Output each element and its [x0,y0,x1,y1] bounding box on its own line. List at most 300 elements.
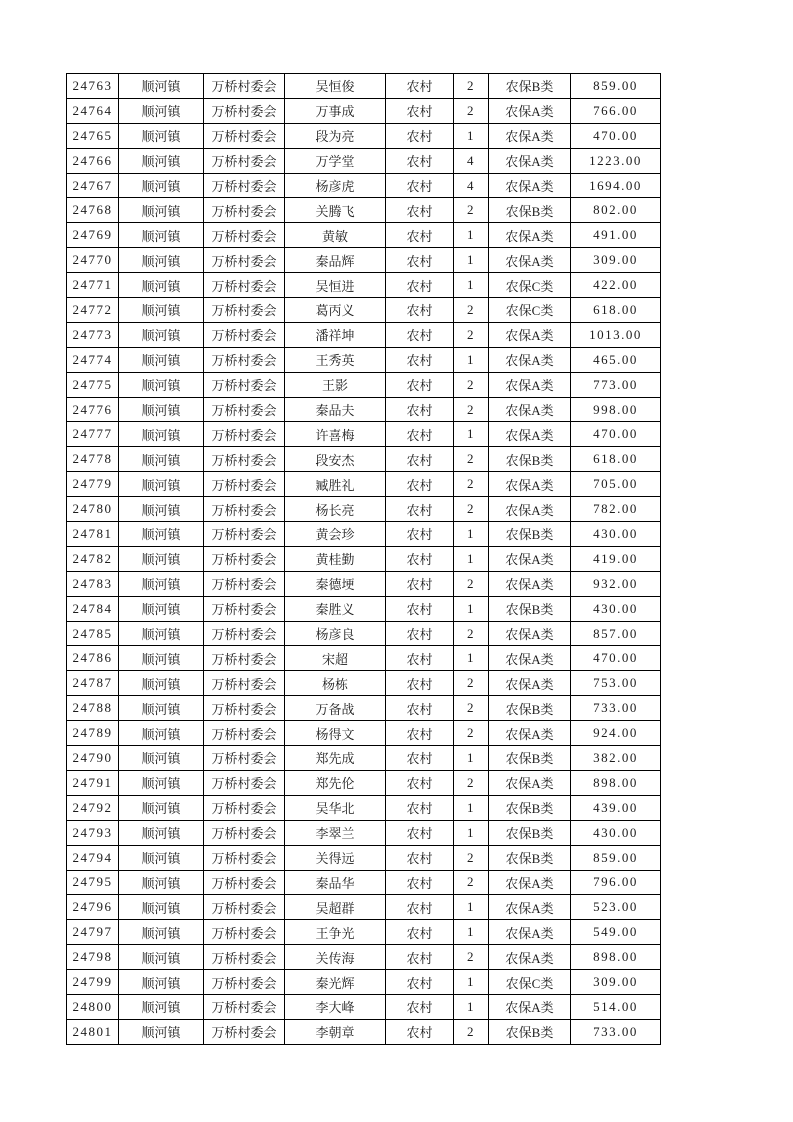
cell-insurance_category: 农保A类 [489,770,571,795]
cell-record_no: 24768 [67,198,119,223]
cell-household_count: 2 [454,1019,489,1044]
cell-person_name: 秦胜义 [285,596,386,621]
cell-household_count: 1 [454,596,489,621]
table-row [67,74,661,99]
cell-insurance_category: 农保A类 [489,98,571,123]
cell-person_name: 杨栋 [285,671,386,696]
cell-insurance_category: 农保A类 [489,621,571,646]
cell-residence_type: 农村 [386,820,454,845]
cell-amount: 430.00 [571,522,661,547]
cell-village_committee: 万桥村委会 [204,123,285,148]
table-row [67,795,661,820]
cell-household_count: 1 [454,546,489,571]
cell-person_name: 杨彦虎 [285,173,386,198]
cell-amount: 766.00 [571,98,661,123]
cell-insurance_category: 农保A类 [489,248,571,273]
cell-town: 顺河镇 [119,173,204,198]
cell-residence_type: 农村 [386,770,454,795]
cell-record_no: 24764 [67,98,119,123]
cell-town: 顺河镇 [119,721,204,746]
cell-person_name: 李翠兰 [285,820,386,845]
cell-town: 顺河镇 [119,248,204,273]
cell-record_no: 24795 [67,870,119,895]
table-row [67,198,661,223]
table-row [67,845,661,870]
cell-village_committee: 万桥村委会 [204,621,285,646]
cell-town: 顺河镇 [119,870,204,895]
cell-residence_type: 农村 [386,123,454,148]
cell-record_no: 24786 [67,646,119,671]
cell-insurance_category: 农保A类 [489,322,571,347]
cell-person_name: 黄会珍 [285,522,386,547]
cell-amount: 309.00 [571,970,661,995]
cell-record_no: 24788 [67,696,119,721]
cell-town: 顺河镇 [119,223,204,248]
cell-amount: 802.00 [571,198,661,223]
table-body [67,74,661,1045]
cell-town: 顺河镇 [119,920,204,945]
table-row [67,397,661,422]
table-row [67,571,661,596]
cell-person_name: 关传海 [285,945,386,970]
cell-village_committee: 万桥村委会 [204,497,285,522]
cell-residence_type: 农村 [386,646,454,671]
cell-insurance_category: 农保A类 [489,571,571,596]
cell-residence_type: 农村 [386,74,454,99]
cell-person_name: 秦德埂 [285,571,386,596]
cell-person_name: 段为亮 [285,123,386,148]
cell-village_committee: 万桥村委会 [204,248,285,273]
cell-insurance_category: 农保A类 [489,920,571,945]
cell-village_committee: 万桥村委会 [204,994,285,1019]
cell-town: 顺河镇 [119,148,204,173]
cell-amount: 857.00 [571,621,661,646]
cell-record_no: 24789 [67,721,119,746]
table-row [67,895,661,920]
cell-insurance_category: 农保B类 [489,522,571,547]
cell-amount: 773.00 [571,372,661,397]
cell-town: 顺河镇 [119,820,204,845]
cell-residence_type: 农村 [386,795,454,820]
cell-residence_type: 农村 [386,621,454,646]
cell-town: 顺河镇 [119,497,204,522]
cell-amount: 618.00 [571,298,661,323]
cell-household_count: 1 [454,248,489,273]
table-row [67,223,661,248]
cell-village_committee: 万桥村委会 [204,422,285,447]
cell-residence_type: 农村 [386,248,454,273]
cell-household_count: 2 [454,322,489,347]
cell-village_committee: 万桥村委会 [204,820,285,845]
cell-amount: 998.00 [571,397,661,422]
cell-record_no: 24776 [67,397,119,422]
cell-town: 顺河镇 [119,1019,204,1044]
cell-residence_type: 农村 [386,721,454,746]
cell-household_count: 2 [454,870,489,895]
cell-amount: 1013.00 [571,322,661,347]
cell-amount: 439.00 [571,795,661,820]
cell-person_name: 杨彦良 [285,621,386,646]
cell-record_no: 24798 [67,945,119,970]
table-row [67,472,661,497]
table-row [67,994,661,1019]
cell-person_name: 黄敏 [285,223,386,248]
cell-record_no: 24774 [67,347,119,372]
cell-town: 顺河镇 [119,845,204,870]
cell-person_name: 万学堂 [285,148,386,173]
cell-insurance_category: 农保B类 [489,696,571,721]
cell-village_committee: 万桥村委会 [204,795,285,820]
cell-household_count: 1 [454,820,489,845]
cell-village_committee: 万桥村委会 [204,546,285,571]
cell-household_count: 2 [454,671,489,696]
cell-residence_type: 农村 [386,746,454,771]
cell-residence_type: 农村 [386,945,454,970]
cell-amount: 382.00 [571,746,661,771]
cell-insurance_category: 农保B类 [489,845,571,870]
cell-person_name: 李大峰 [285,994,386,1019]
cell-insurance_category: 农保A类 [489,870,571,895]
cell-insurance_category: 农保A类 [489,372,571,397]
cell-person_name: 王影 [285,372,386,397]
table-row [67,372,661,397]
cell-person_name: 吴恒俊 [285,74,386,99]
cell-town: 顺河镇 [119,123,204,148]
cell-household_count: 4 [454,173,489,198]
cell-household_count: 2 [454,447,489,472]
cell-village_committee: 万桥村委会 [204,223,285,248]
cell-amount: 898.00 [571,770,661,795]
cell-residence_type: 农村 [386,223,454,248]
cell-village_committee: 万桥村委会 [204,98,285,123]
cell-village_committee: 万桥村委会 [204,671,285,696]
cell-household_count: 1 [454,422,489,447]
cell-residence_type: 农村 [386,173,454,198]
cell-village_committee: 万桥村委会 [204,571,285,596]
cell-town: 顺河镇 [119,646,204,671]
cell-amount: 419.00 [571,546,661,571]
cell-person_name: 段安杰 [285,447,386,472]
cell-village_committee: 万桥村委会 [204,895,285,920]
cell-amount: 924.00 [571,721,661,746]
cell-residence_type: 农村 [386,372,454,397]
cell-record_no: 24800 [67,994,119,1019]
cell-village_committee: 万桥村委会 [204,596,285,621]
cell-village_committee: 万桥村委会 [204,746,285,771]
table-row [67,148,661,173]
cell-household_count: 2 [454,571,489,596]
table-row [67,98,661,123]
cell-amount: 859.00 [571,74,661,99]
cell-residence_type: 农村 [386,845,454,870]
cell-residence_type: 农村 [386,1019,454,1044]
cell-record_no: 24794 [67,845,119,870]
cell-insurance_category: 农保B类 [489,795,571,820]
cell-person_name: 黄桂勤 [285,546,386,571]
cell-amount: 514.00 [571,994,661,1019]
cell-residence_type: 农村 [386,298,454,323]
table-row [67,671,661,696]
cell-record_no: 24773 [67,322,119,347]
cell-residence_type: 农村 [386,970,454,995]
cell-amount: 733.00 [571,696,661,721]
cell-village_committee: 万桥村委会 [204,870,285,895]
cell-record_no: 24793 [67,820,119,845]
cell-village_committee: 万桥村委会 [204,322,285,347]
table-row [67,447,661,472]
cell-amount: 1223.00 [571,148,661,173]
cell-household_count: 2 [454,397,489,422]
cell-person_name: 葛丙义 [285,298,386,323]
cell-town: 顺河镇 [119,895,204,920]
cell-town: 顺河镇 [119,322,204,347]
cell-record_no: 24780 [67,497,119,522]
cell-household_count: 2 [454,621,489,646]
cell-insurance_category: 农保A类 [489,173,571,198]
cell-person_name: 秦品华 [285,870,386,895]
cell-village_committee: 万桥村委会 [204,945,285,970]
cell-amount: 859.00 [571,845,661,870]
table-row [67,322,661,347]
cell-amount: 430.00 [571,820,661,845]
table-row [67,596,661,621]
table-row [67,970,661,995]
cell-household_count: 2 [454,497,489,522]
cell-insurance_category: 农保B类 [489,746,571,771]
cell-person_name: 潘祥坤 [285,322,386,347]
cell-amount: 898.00 [571,945,661,970]
cell-town: 顺河镇 [119,746,204,771]
cell-insurance_category: 农保A类 [489,945,571,970]
cell-town: 顺河镇 [119,546,204,571]
cell-residence_type: 农村 [386,347,454,372]
cell-town: 顺河镇 [119,347,204,372]
cell-record_no: 24797 [67,920,119,945]
table-row [67,248,661,273]
cell-residence_type: 农村 [386,671,454,696]
cell-insurance_category: 农保C类 [489,273,571,298]
cell-amount: 733.00 [571,1019,661,1044]
cell-village_committee: 万桥村委会 [204,298,285,323]
table-row [67,621,661,646]
cell-record_no: 24771 [67,273,119,298]
cell-amount: 753.00 [571,671,661,696]
cell-residence_type: 农村 [386,497,454,522]
cell-person_name: 万备战 [285,696,386,721]
cell-household_count: 2 [454,98,489,123]
cell-amount: 465.00 [571,347,661,372]
cell-village_committee: 万桥村委会 [204,397,285,422]
table-row [67,696,661,721]
cell-village_committee: 万桥村委会 [204,920,285,945]
cell-record_no: 24769 [67,223,119,248]
table-row [67,646,661,671]
cell-insurance_category: 农保A类 [489,895,571,920]
cell-amount: 430.00 [571,596,661,621]
cell-record_no: 24778 [67,447,119,472]
cell-amount: 932.00 [571,571,661,596]
cell-household_count: 1 [454,123,489,148]
cell-residence_type: 农村 [386,920,454,945]
cell-person_name: 吴华北 [285,795,386,820]
cell-household_count: 2 [454,372,489,397]
cell-village_committee: 万桥村委会 [204,472,285,497]
cell-insurance_category: 农保B类 [489,596,571,621]
cell-record_no: 24791 [67,770,119,795]
cell-village_committee: 万桥村委会 [204,173,285,198]
cell-household_count: 1 [454,347,489,372]
table-row [67,546,661,571]
cell-residence_type: 农村 [386,870,454,895]
cell-household_count: 2 [454,74,489,99]
cell-amount: 618.00 [571,447,661,472]
cell-insurance_category: 农保B类 [489,198,571,223]
cell-household_count: 2 [454,945,489,970]
cell-amount: 470.00 [571,646,661,671]
cell-person_name: 关腾飞 [285,198,386,223]
cell-town: 顺河镇 [119,945,204,970]
cell-person_name: 杨长亮 [285,497,386,522]
cell-town: 顺河镇 [119,298,204,323]
cell-record_no: 24783 [67,571,119,596]
cell-insurance_category: 农保A类 [489,546,571,571]
cell-insurance_category: 农保A类 [489,721,571,746]
table-row [67,920,661,945]
cell-town: 顺河镇 [119,472,204,497]
cell-amount: 796.00 [571,870,661,895]
cell-household_count: 1 [454,895,489,920]
cell-town: 顺河镇 [119,522,204,547]
cell-village_committee: 万桥村委会 [204,148,285,173]
cell-town: 顺河镇 [119,571,204,596]
table-row [67,347,661,372]
cell-household_count: 1 [454,994,489,1019]
cell-person_name: 杨得文 [285,721,386,746]
cell-person_name: 吴恒进 [285,273,386,298]
cell-residence_type: 农村 [386,571,454,596]
cell-record_no: 24784 [67,596,119,621]
cell-record_no: 24787 [67,671,119,696]
cell-insurance_category: 农保A类 [489,671,571,696]
cell-record_no: 24772 [67,298,119,323]
cell-town: 顺河镇 [119,696,204,721]
cell-residence_type: 农村 [386,273,454,298]
table-row [67,173,661,198]
cell-household_count: 2 [454,845,489,870]
cell-amount: 470.00 [571,123,661,148]
cell-insurance_category: 农保A类 [489,347,571,372]
cell-record_no: 24790 [67,746,119,771]
cell-village_committee: 万桥村委会 [204,347,285,372]
cell-village_committee: 万桥村委会 [204,522,285,547]
cell-residence_type: 农村 [386,895,454,920]
cell-village_committee: 万桥村委会 [204,721,285,746]
cell-amount: 422.00 [571,273,661,298]
cell-insurance_category: 农保A类 [489,397,571,422]
table-row [67,820,661,845]
cell-insurance_category: 农保C类 [489,970,571,995]
cell-person_name: 秦光辉 [285,970,386,995]
cell-town: 顺河镇 [119,994,204,1019]
cell-person_name: 吴超群 [285,895,386,920]
table-row [67,770,661,795]
cell-insurance_category: 农保A类 [489,497,571,522]
cell-person_name: 郑先成 [285,746,386,771]
cell-record_no: 24785 [67,621,119,646]
cell-residence_type: 农村 [386,447,454,472]
cell-insurance_category: 农保A类 [489,994,571,1019]
cell-record_no: 24782 [67,546,119,571]
cell-household_count: 1 [454,795,489,820]
cell-residence_type: 农村 [386,148,454,173]
cell-town: 顺河镇 [119,98,204,123]
cell-residence_type: 农村 [386,994,454,1019]
cell-amount: 470.00 [571,422,661,447]
cell-town: 顺河镇 [119,74,204,99]
cell-village_committee: 万桥村委会 [204,970,285,995]
cell-amount: 491.00 [571,223,661,248]
table-row [67,123,661,148]
cell-residence_type: 农村 [386,696,454,721]
cell-record_no: 24799 [67,970,119,995]
cell-town: 顺河镇 [119,397,204,422]
cell-town: 顺河镇 [119,970,204,995]
cell-person_name: 王争光 [285,920,386,945]
cell-village_committee: 万桥村委会 [204,1019,285,1044]
cell-person_name: 关得远 [285,845,386,870]
cell-amount: 705.00 [571,472,661,497]
table-row [67,422,661,447]
cell-amount: 782.00 [571,497,661,522]
cell-record_no: 24765 [67,123,119,148]
cell-village_committee: 万桥村委会 [204,770,285,795]
table-row [67,273,661,298]
cell-town: 顺河镇 [119,671,204,696]
cell-household_count: 2 [454,696,489,721]
table-row [67,945,661,970]
cell-amount: 1694.00 [571,173,661,198]
table-row [67,721,661,746]
cell-person_name: 秦品辉 [285,248,386,273]
cell-person_name: 万事成 [285,98,386,123]
cell-residence_type: 农村 [386,472,454,497]
cell-insurance_category: 农保A类 [489,123,571,148]
table-row [67,870,661,895]
cell-village_committee: 万桥村委会 [204,696,285,721]
cell-person_name: 秦品夫 [285,397,386,422]
cell-residence_type: 农村 [386,322,454,347]
cell-insurance_category: 农保B类 [489,74,571,99]
cell-person_name: 郑先伦 [285,770,386,795]
cell-residence_type: 农村 [386,546,454,571]
cell-residence_type: 农村 [386,422,454,447]
cell-town: 顺河镇 [119,447,204,472]
cell-household_count: 2 [454,472,489,497]
cell-insurance_category: 农保B类 [489,1019,571,1044]
table-row [67,1019,661,1044]
cell-amount: 523.00 [571,895,661,920]
cell-record_no: 24767 [67,173,119,198]
cell-household_count: 2 [454,298,489,323]
table-row [67,746,661,771]
cell-insurance_category: 农保A类 [489,646,571,671]
table-row [67,298,661,323]
cell-household_count: 1 [454,522,489,547]
cell-person_name: 李朝章 [285,1019,386,1044]
cell-household_count: 1 [454,746,489,771]
cell-insurance_category: 农保B类 [489,820,571,845]
cell-village_committee: 万桥村委会 [204,74,285,99]
